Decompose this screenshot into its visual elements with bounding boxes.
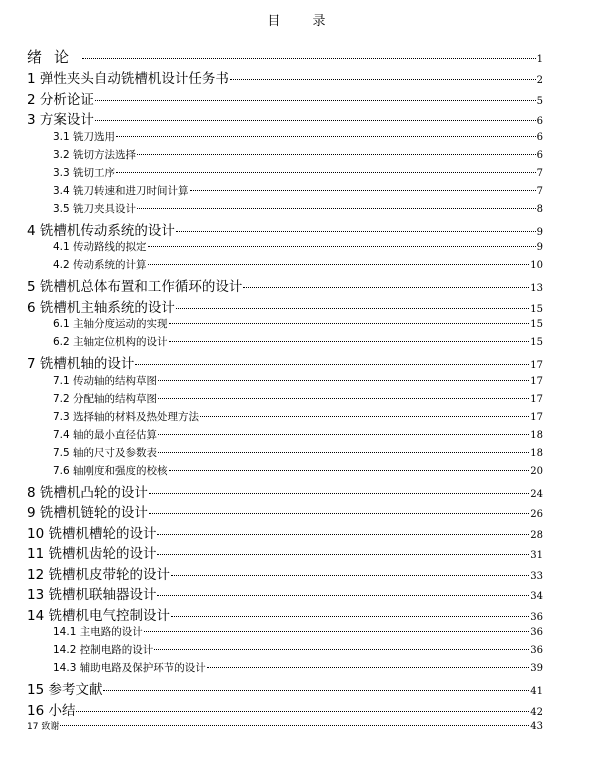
toc-entry-label: 14.1 主电路的设计: [53, 626, 143, 638]
dot-leader: [82, 58, 536, 59]
dot-leader: [207, 667, 530, 668]
toc-page-number: 7: [536, 167, 543, 179]
toc-chapter-entry[interactable]: [27, 563, 543, 584]
toc-page-number: 13: [530, 283, 543, 294]
toc-chapter-entry[interactable]: [27, 296, 543, 317]
toc-entry-label: 13 铣槽机联轴器设计: [27, 587, 157, 603]
toc-section-entry[interactable]: [27, 183, 543, 201]
toc-page-number: 42: [530, 706, 543, 718]
toc-page-number: 18: [530, 447, 543, 459]
toc-entry-label: 4.1 传动路线的拟定: [53, 241, 147, 253]
toc-section-entry[interactable]: [27, 660, 543, 678]
dot-leader: [158, 434, 529, 435]
toc-entry-label: 3.5 铣刀夹具设计: [53, 202, 137, 215]
dot-leader: [103, 690, 529, 691]
dot-leader: [137, 154, 536, 155]
toc-section-entry[interactable]: [27, 463, 543, 481]
toc-section-entry[interactable]: [27, 316, 543, 334]
dot-leader: [157, 595, 529, 596]
toc-entry-label: 3.3 铣切工序: [53, 166, 116, 179]
toc-entry-label: 7.2 分配轴的结构草图: [53, 392, 158, 405]
toc-chapter-entry[interactable]: [27, 501, 543, 522]
toc-page-number: 39: [530, 663, 543, 674]
toc-chapter-entry[interactable]: [27, 542, 543, 563]
toc-page-number: 6: [536, 116, 543, 127]
dot-leader: [137, 208, 536, 209]
toc-section-entry[interactable]: [27, 373, 543, 391]
toc-section-entry[interactable]: [27, 165, 543, 183]
dot-leader: [60, 725, 529, 726]
toc-entry-label: 6.2 主轴定位机构的设计: [53, 336, 168, 348]
toc-page-number: 6: [536, 131, 543, 143]
dot-leader: [157, 554, 529, 555]
dot-leader: [169, 323, 530, 324]
toc-chapter-entry[interactable]: [27, 699, 543, 720]
dot-leader: [157, 534, 529, 535]
toc-page-number: 17: [530, 411, 543, 423]
toc-chapter-entry[interactable]: [27, 88, 543, 109]
toc-chapter-entry[interactable]: [27, 46, 543, 67]
toc-section-entry[interactable]: [27, 257, 543, 275]
dot-leader: [149, 513, 529, 514]
dot-leader: [144, 631, 530, 632]
toc-page-number: 36: [530, 645, 543, 656]
toc-entry-label: 16 小结: [27, 702, 76, 719]
toc-section-entry[interactable]: [27, 334, 543, 352]
dot-leader: [171, 575, 529, 576]
toc-entry-label: 4.2 传动系统的计算: [53, 259, 147, 271]
toc-page-number: 2: [536, 75, 543, 86]
toc-page-number: 5: [536, 95, 543, 107]
toc-entry-label: 12 铣槽机皮带轮的设计: [27, 566, 170, 583]
toc-chapter-entry[interactable]: [27, 719, 543, 737]
toc-entry-label: 7.5 轴的尺寸及参数表: [53, 446, 158, 459]
toc-page-number: 1: [536, 54, 543, 65]
toc-chapter-entry[interactable]: [27, 67, 543, 88]
toc-chapter-entry[interactable]: [27, 604, 543, 625]
toc-entry-label: 7.6 轴刚度和强度的校核: [53, 464, 168, 477]
dot-leader: [190, 190, 536, 191]
table-of-contents: [27, 46, 543, 737]
toc-page-number: 15: [530, 319, 543, 330]
toc-chapter-entry[interactable]: [27, 678, 543, 699]
toc-section-entry[interactable]: [27, 391, 543, 409]
toc-page-number: 41: [530, 686, 543, 697]
toc-entry-label: 1 弹性夹头自动铣槽机设计任务书: [27, 71, 229, 87]
toc-page-number: 33: [530, 570, 543, 582]
dot-leader: [200, 416, 529, 417]
toc-section-entry[interactable]: [27, 642, 543, 660]
dot-leader: [176, 308, 529, 309]
dot-leader: [76, 711, 529, 712]
dot-leader: [149, 493, 529, 494]
toc-page-number: 36: [530, 611, 543, 623]
toc-page-number: 43: [530, 721, 543, 732]
dot-leader: [135, 364, 529, 365]
dot-leader: [148, 264, 530, 265]
toc-page-number: 10: [530, 260, 543, 271]
toc-page-number: 7: [536, 185, 543, 197]
toc-page-number: 17: [530, 393, 543, 405]
toc-chapter-entry[interactable]: [27, 275, 543, 296]
toc-chapter-entry[interactable]: [27, 522, 543, 543]
toc-section-entry[interactable]: [27, 239, 543, 257]
toc-page-number: 17: [530, 375, 543, 387]
toc-entry-label: 14.3 辅助电路及保护环节的设计: [53, 662, 206, 674]
toc-entry-label: 10 铣槽机槽轮的设计: [27, 525, 157, 542]
toc-entry-label: 15 参考文献: [27, 682, 103, 698]
dot-leader: [169, 341, 530, 342]
toc-section-entry[interactable]: [27, 445, 543, 463]
toc-entry-label: 14 铣槽机电气控制设计: [27, 607, 170, 624]
dot-leader: [243, 287, 529, 288]
toc-page-number: 20: [530, 465, 543, 477]
toc-entry-label: 17 致谢: [27, 722, 60, 732]
toc-entry-label: 5 铣槽机总体布置和工作循环的设计: [27, 279, 243, 295]
toc-page-number: 18: [530, 429, 543, 441]
toc-entry-label: 2 分析论证: [27, 91, 94, 108]
toc-section-entry[interactable]: [27, 409, 543, 427]
toc-page-number: 31: [530, 550, 543, 561]
dot-leader: [154, 649, 529, 650]
toc-page-number: 9: [536, 226, 543, 238]
toc-chapter-entry[interactable]: [27, 219, 543, 240]
toc-entry-label: 7.4 轴的最小直径估算: [53, 428, 158, 441]
toc-entry-label: 4 铣槽机传动系统的设计: [27, 222, 175, 239]
toc-entry-label: 3.1 铣刀选用: [53, 130, 116, 143]
dot-leader: [95, 100, 536, 101]
toc-page-number: 36: [530, 627, 543, 638]
toc-page-number: 8: [536, 203, 543, 215]
toc-entry-label: 9 铣槽机链轮的设计: [27, 505, 148, 521]
dot-leader: [148, 246, 536, 247]
toc-entry-label: 6 铣槽机主轴系统的设计: [27, 299, 175, 316]
dot-leader: [158, 380, 529, 381]
toc-section-entry[interactable]: [27, 129, 543, 147]
toc-page-number: 24: [530, 488, 543, 500]
toc-section-entry[interactable]: [27, 147, 543, 165]
toc-entry-label: 绪论: [27, 48, 82, 66]
dot-leader: [230, 79, 536, 80]
toc-entry-label: 3 方案设计: [27, 112, 94, 128]
toc-page-number: 26: [530, 509, 543, 520]
toc-entry-label: 7.3 选择轴的材料及热处理方法: [53, 410, 200, 423]
toc-entry-label: 7.1 传动轴的结构草图: [53, 374, 158, 387]
dot-leader: [176, 231, 536, 232]
toc-chapter-entry[interactable]: [27, 108, 543, 129]
toc-section-entry[interactable]: [27, 427, 543, 445]
toc-page-number: 28: [530, 529, 543, 541]
toc-title: 目 录: [267, 14, 340, 29]
toc-page-number: 17: [530, 360, 543, 371]
dot-leader: [158, 452, 529, 453]
toc-page-number: 15: [530, 337, 543, 348]
toc-entry-label: 7 铣槽机轴的设计: [27, 356, 135, 372]
dot-leader: [95, 120, 536, 121]
toc-entry-label: 11 铣槽机齿轮的设计: [27, 546, 157, 562]
toc-entry-label: 3.4 铣刀转速和进刀时间计算: [53, 184, 189, 197]
toc-page-number: 15: [530, 303, 543, 315]
toc-chapter-entry[interactable]: [27, 481, 543, 502]
toc-entry-label: 6.1 主轴分度运动的实现: [53, 318, 168, 330]
toc-chapter-entry[interactable]: [27, 583, 543, 604]
dot-leader: [116, 172, 536, 173]
toc-page-number: 9: [536, 242, 543, 253]
dot-leader: [169, 470, 530, 471]
toc-page-number: 34: [530, 591, 543, 602]
toc-entry-label: 3.2 铣切方法选择: [53, 148, 137, 161]
dot-leader: [158, 398, 529, 399]
toc-entry-label: 8 铣槽机凸轮的设计: [27, 484, 148, 501]
toc-chapter-entry[interactable]: [27, 352, 543, 373]
toc-section-entry[interactable]: [27, 201, 543, 219]
toc-section-entry[interactable]: [27, 624, 543, 642]
dot-leader: [116, 136, 536, 137]
toc-entry-label: 14.2 控制电路的设计: [53, 644, 154, 656]
dot-leader: [171, 616, 529, 617]
toc-page-number: 6: [536, 149, 543, 161]
